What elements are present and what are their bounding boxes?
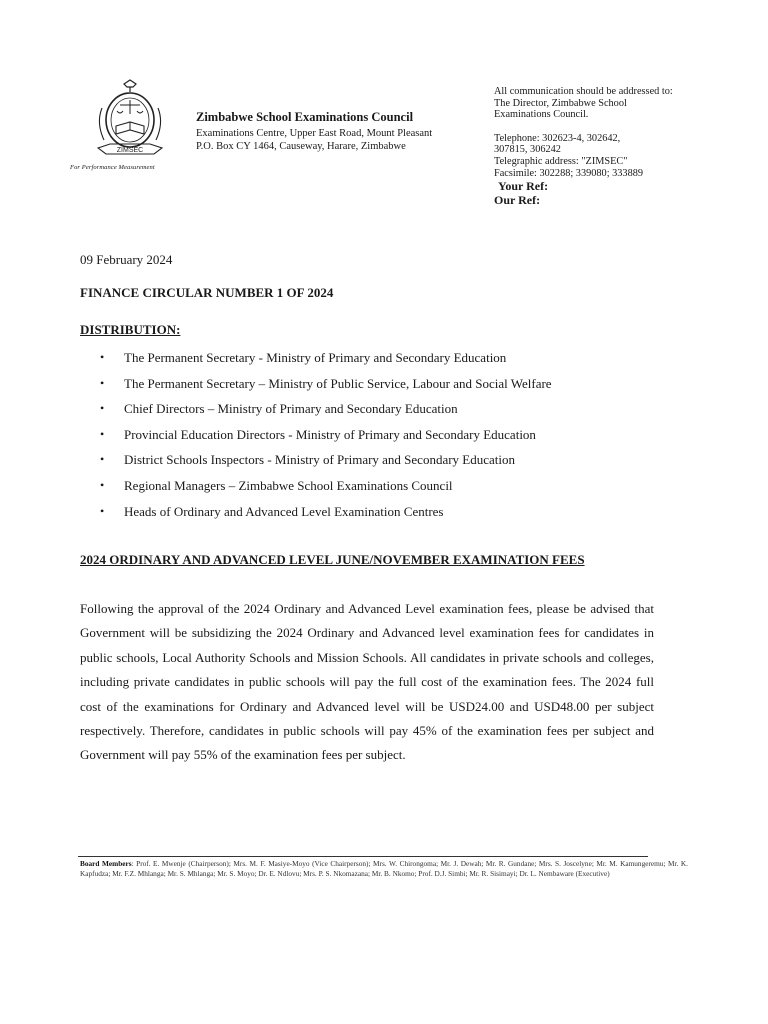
facsimile: Facsimile: 302288; 339080; 333889 bbox=[494, 167, 644, 179]
our-ref: Our Ref: bbox=[494, 193, 541, 208]
board-members-list: : Prof. E. Mwenje (Chairperson); Mrs. M. F. Masiye-Moyo (Vice Chairperson); Mrs. W. Chirongoma; Mr. J. Dewah; Mr. R. Gundane; Mrs. S. Joscelyne; Mr. M. Kamungeremu; Mr. K. Kapfudza; Mr. F.Z. Mhlanga; Mr. S. Mhlanga; Mr. S. Moyo; Dr. E. Ndlovu; Mrs. P. S. Nkomazana; Mr. B. Nkomo; Prof. D.J. Simbi; Mr. R. Sisimayi; Dr. L. Nembaware (Executive) bbox=[80, 859, 688, 878]
logo-banner-text: ZIMSEC bbox=[116, 147, 144, 154]
section-heading: 2024 ORDINARY AND ADVANCED LEVEL JUNE/NOVEMBER EXAMINATION FEES bbox=[80, 552, 585, 567]
distribution-item: Regional Managers – Zimbabwe School Examinations Council bbox=[124, 477, 453, 493]
coat-of-arms-icon bbox=[84, 78, 176, 168]
addressed-to-line-2: The Director, Zimbabwe School bbox=[494, 97, 627, 109]
distribution-item: The Permanent Secretary – Ministry of Public Service, Labour and Social Welfare bbox=[124, 375, 552, 391]
address-line-2: P.O. Box CY 1464, Causeway, Harare, Zimbabwe bbox=[196, 141, 406, 152]
address-line-1: Examinations Centre, Upper East Road, Mount Pleasant bbox=[196, 128, 433, 139]
letter-date: 09 February 2024 bbox=[80, 252, 173, 267]
board-members-label: Board Members bbox=[80, 859, 132, 868]
distribution-item: The Permanent Secretary - Ministry of Primary and Secondary Education bbox=[124, 350, 507, 365]
bullet-icon: • bbox=[100, 401, 105, 416]
section-body: Following the approval of the 2024 Ordinary and Advanced Level examination fees, please be advised that Government will be subsidizing the 2024 Ordinary and Advanced level examination fees for candidates in public schools, Local Authority Schools and Mission Schools. All candidates in private schools and colleges, including private candidates in public schools will pay the full cost of the examination fees. The 2024 full cost of the examinations for Ordinary and Advanced level will be USD24.00 and USD48.00 per subject respectively. Therefore, candidates in public schools will pay 45% of the examination fees per subject and Government will pay 55% of the examination fees per subject. bbox=[80, 601, 654, 763]
list-item bbox=[80, 473, 700, 499]
list-item bbox=[80, 499, 700, 525]
bullet-icon: • bbox=[100, 477, 105, 492]
motto: For Performance Measurement bbox=[70, 164, 155, 171]
circular-title: FINANCE CIRCULAR NUMBER 1 OF 2024 bbox=[80, 285, 334, 300]
telegraphic-address: Telegraphic address: "ZIMSEC" bbox=[494, 155, 628, 167]
contact-block bbox=[494, 86, 724, 207]
bullet-icon: • bbox=[100, 350, 105, 364]
bullet-icon: • bbox=[100, 503, 105, 518]
bullet-icon: • bbox=[100, 426, 105, 441]
telephone-line-1: Telephone: 302623-4, 302642, bbox=[494, 132, 621, 144]
distribution-list bbox=[80, 345, 700, 524]
list-item bbox=[80, 371, 700, 397]
letterhead-organisation bbox=[196, 110, 496, 153]
list-item bbox=[80, 345, 700, 371]
zimsec-logo bbox=[84, 78, 176, 178]
distribution-item: District Schools Inspectors - Ministry of Primary and Secondary Education bbox=[124, 452, 516, 468]
list-item bbox=[80, 422, 700, 448]
addressed-to-line-3: Examinations Council. bbox=[494, 109, 589, 121]
distribution-heading: DISTRIBUTION: bbox=[80, 322, 181, 337]
distribution-item: Chief Directors – Ministry of Primary and Secondary Education bbox=[124, 401, 458, 417]
your-ref: Your Ref: bbox=[498, 179, 549, 194]
distribution-item: Heads of Ordinary and Advanced Level Examination Centres bbox=[124, 503, 444, 519]
bullet-icon: • bbox=[100, 452, 105, 467]
telephone-line-2: 307815, 306242 bbox=[494, 144, 561, 156]
distribution-item: Provincial Education Directors - Ministry of Primary and Secondary Education bbox=[124, 426, 536, 442]
list-item bbox=[80, 447, 700, 473]
list-item bbox=[80, 396, 700, 422]
organisation-name: Zimbabwe School Examinations Council bbox=[196, 110, 414, 124]
addressed-to-line-1: All communication should be addressed to: bbox=[494, 86, 673, 97]
bullet-icon: • bbox=[100, 375, 105, 390]
footer-divider bbox=[78, 856, 648, 857]
board-members-footer bbox=[80, 859, 688, 878]
